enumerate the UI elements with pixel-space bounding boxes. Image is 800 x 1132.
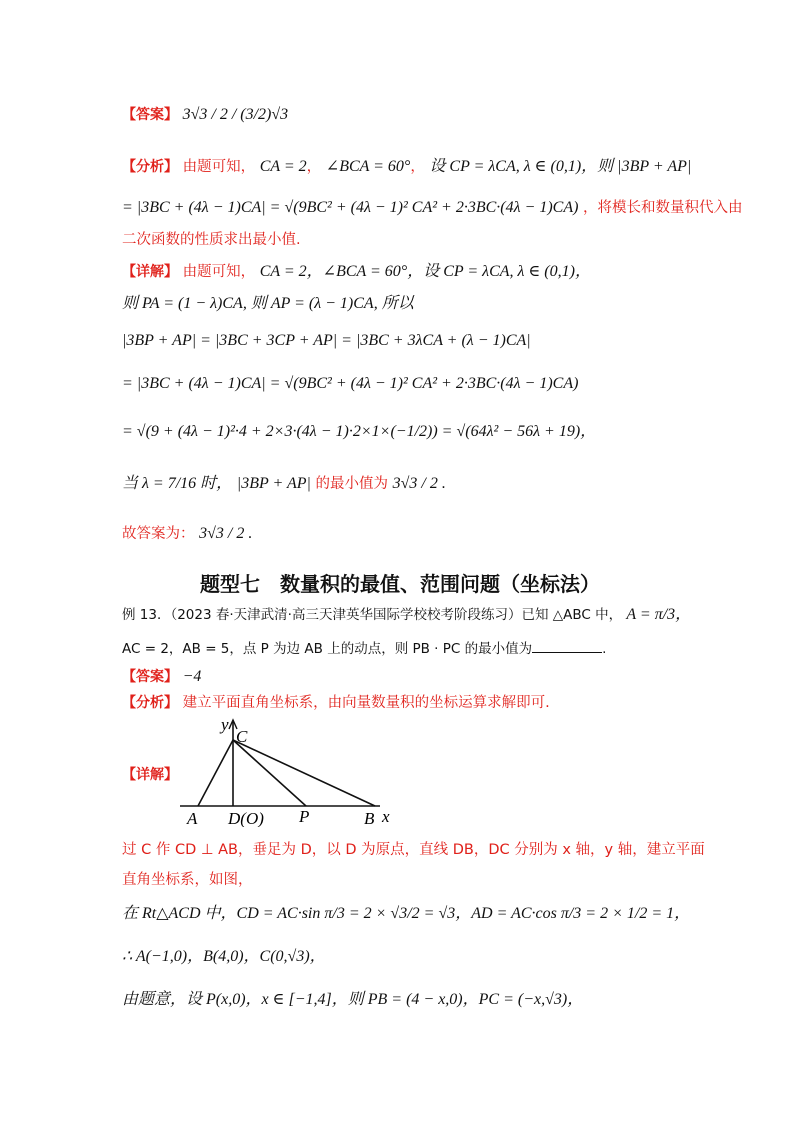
label-a: A	[187, 809, 198, 827]
example-angle: A = π/3，	[626, 606, 692, 623]
example-question-end: .	[602, 641, 607, 657]
label-b: B	[364, 809, 375, 827]
example-detail-line	[122, 765, 178, 785]
example-analysis-tag: 【分析】	[122, 695, 178, 711]
final-value: 3√3 / 2 .	[199, 525, 253, 542]
detail-expansion-3: = √(9 + (4λ − 1)²·4 + 2×3·(4λ − 1)·2×1×(−1/2)) = √(64λ² − 56λ + 19)，	[122, 423, 597, 440]
example-question: AC = 2，AB = 5，点 P 为边 AB 上的动点，则 PB · PC 的最小值为	[122, 641, 533, 657]
detail-expansion-1: |3BP + AP| = |3BC + 3CP + AP| = |3BC + 3λCA + (λ − 1)CA|	[122, 332, 531, 349]
detail-min-value: 3√3 / 2 .	[392, 475, 446, 492]
label-c: C	[236, 727, 248, 746]
example-answer-value: −4	[182, 668, 202, 685]
analysis-line-1: 【分析】 由题可知， CA = 2， ∠BCA = 60°， 设 CP = λCA, λ ∈ (0,1)，则 |3BP + AP|	[122, 158, 692, 175]
detail-line-6	[122, 474, 446, 494]
detail-prefix: 由题可知，	[182, 264, 256, 280]
solution-line-4	[122, 947, 326, 967]
detail-expansion-2: = |3BC + (4λ − 1)CA| = √(9BC² + (4λ − 1)² CA² + 2·3BC·(4λ − 1)CA)	[122, 375, 579, 392]
analysis-given-ca: CA = 2	[259, 158, 307, 175]
analysis-line-3: 二次函数的性质求出最小值.	[122, 232, 301, 248]
segment-cb	[233, 740, 375, 806]
analysis-formula-tail: ，将模长和数量积代入由	[583, 200, 743, 216]
detail-tag: 【详解】	[122, 264, 178, 280]
analysis-set: 设 CP = λCA, λ ∈ (0,1)，则 |3BP + AP|	[429, 158, 692, 175]
example-analysis-text: 建立平面直角坐标系，由向量数量积的坐标运算求解即可.	[182, 695, 550, 711]
analysis-prefix: 由题可知，	[182, 159, 256, 175]
example-line-1	[122, 605, 691, 625]
solution-vectors: 由题意，设 P(x,0)，x ∈ [−1,4]，则 PB = (4 − x,0)，PC = (−x,√3)，	[122, 991, 584, 1008]
solution-line-3	[122, 904, 690, 924]
section-heading: 题型七 数量积的最值、范围问题（坐标法）	[200, 572, 600, 596]
detail-line-3	[122, 331, 531, 351]
solution-line-5	[122, 990, 583, 1010]
solution-line-1: 过 C 作 CD ⊥ AB，垂足为 D，以 D 为原点，直线 DB，DC 分别为 x 轴，y 轴，建立平面	[122, 842, 705, 858]
detail-line-2	[122, 294, 414, 314]
final-answer-line	[122, 524, 252, 544]
example-answer-tag: 【答案】	[122, 669, 178, 685]
final-prefix: 故答案为：	[122, 526, 195, 542]
segment-ca	[198, 740, 233, 806]
answer-tag: 【答案】	[122, 107, 178, 123]
analysis-line-2	[122, 198, 743, 218]
triangle-figure	[175, 712, 405, 827]
example-answer-line	[122, 667, 201, 687]
detail-pa-ap: 则 PA = (1 − λ)CA, 则 AP = (λ − 1)CA, 所以	[122, 295, 414, 312]
answer-line	[122, 105, 288, 125]
analysis-tag: 【分析】	[122, 159, 178, 175]
analysis-given-angle: ∠BCA = 60°	[325, 158, 411, 175]
label-d: D(O)	[228, 809, 264, 827]
example-detail-tag: 【详解】	[122, 767, 178, 783]
label-x: x	[382, 807, 390, 826]
answer-blank	[532, 638, 602, 653]
detail-abs-expr: |3BP + AP|	[236, 475, 311, 492]
example-line-2	[122, 638, 606, 659]
example-analysis-line	[122, 693, 550, 713]
detail-line-1	[122, 262, 591, 282]
label-p: P	[299, 807, 310, 826]
answer-math: 3√3 / 2 / (3/2)√3	[182, 106, 289, 123]
analysis-formula: = |3BC + (4λ − 1)CA| = √(9BC² + (4λ − 1)² CA² + 2·3BC·(4λ − 1)CA)	[122, 199, 579, 216]
detail-line-5	[122, 422, 596, 442]
solution-coordinates: ∴ A(−1,0)，B(4,0)，C(0,√3)，	[122, 948, 326, 965]
detail-lambda: 当 λ = 7/16 时，	[122, 475, 233, 492]
detail-given: CA = 2，∠BCA = 60°，设 CP = λCA, λ ∈ (0,1)，	[259, 263, 591, 280]
solution-line-2: 直角坐标系，如图，	[122, 872, 253, 888]
detail-min-label: 的最小值为	[315, 476, 389, 492]
detail-line-4	[122, 374, 578, 394]
label-y: y	[221, 715, 229, 734]
example-source: 例 13．（2023 春·天津武清·高三天津英华国际学校校考阶段练习）已知 △ABC 中，	[122, 607, 623, 623]
solution-right-triangle: 在 Rt△ACD 中，CD = AC·sin π/3 = 2 × √3/2 = √3，AD = AC·cos π/3 = 2 × 1/2 = 1，	[122, 905, 691, 922]
segment-cp	[233, 740, 306, 806]
